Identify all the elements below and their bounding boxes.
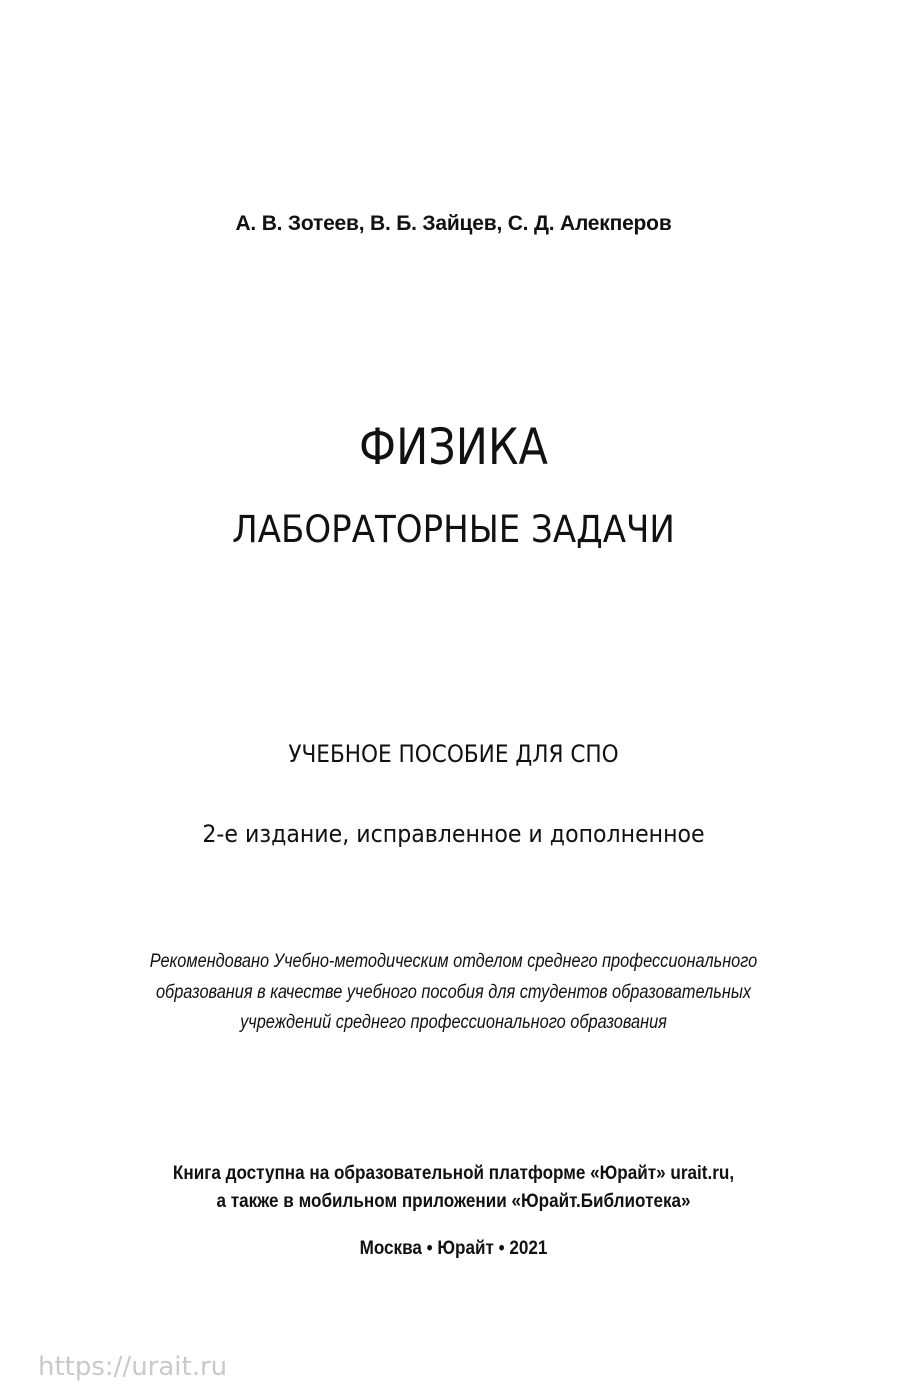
book-title: ФИЗИКА (359, 418, 548, 476)
authors: А. В. Зотеев, В. Б. Зайцев, С. Д. Алекперов (235, 212, 672, 235)
publication-kind: УЧЕБНОЕ ПОСОБИЕ ДЛЯ СПО (288, 740, 619, 768)
availability-line: Книга доступна на образовательной платформе «Юрайт» urait.ru, (172, 1163, 735, 1184)
recommendation-line: Рекомендовано Учебно-методическим отделом среднего профессионального (149, 951, 758, 972)
watermark-url: https://urait.ru (38, 1352, 228, 1382)
recommendation-line: образования в качестве учебного пособия для студентов образовательных (155, 982, 752, 1003)
availability-line: а также в мобильном приложении «Юрайт.Библиотека» (216, 1191, 691, 1212)
recommendation-line: учреждений среднего профессионального образования (240, 1012, 667, 1033)
edition-statement: 2-е издание, исправленное и дополненное (202, 820, 705, 848)
book-subtitle: ЛАБОРАТОРНЫЕ ЗАДАЧИ (232, 508, 675, 551)
imprint: Москва • Юрайт • 2021 (359, 1238, 548, 1259)
